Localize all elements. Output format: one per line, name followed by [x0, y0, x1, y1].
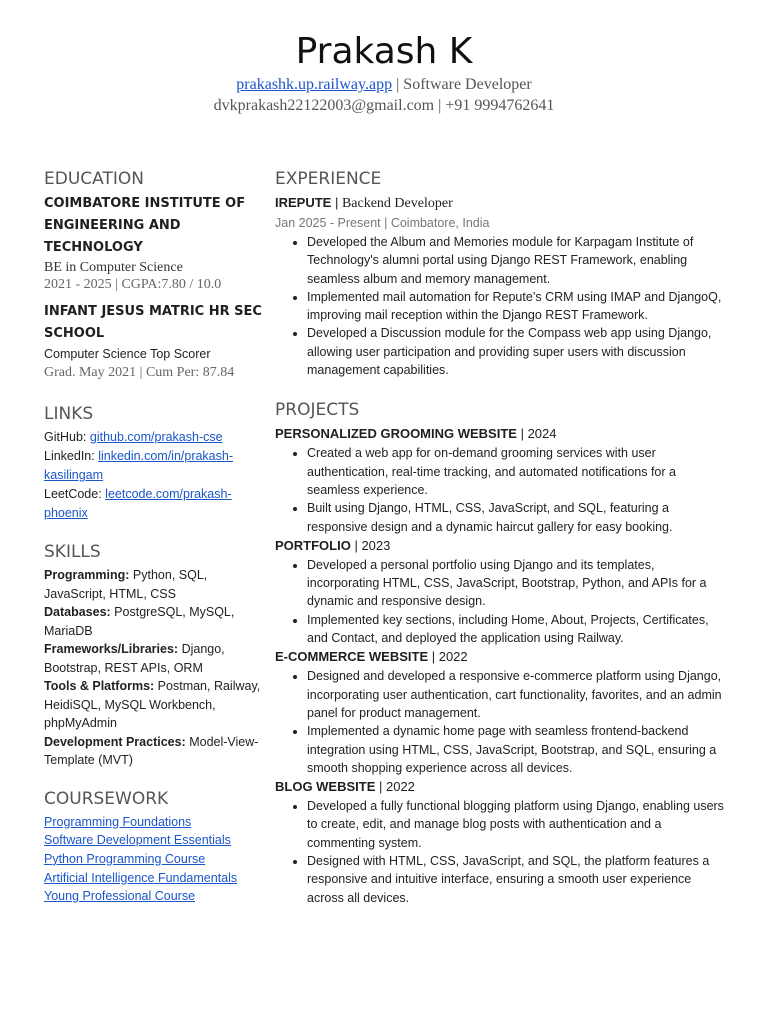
project-year: | 2023 [350, 537, 391, 553]
degree: BE in Computer Science [44, 260, 183, 275]
bullet: • Designed with HTML, CSS, JavaScript, and SQL, the platform features a responsive and intuitive interface, ensuring a smooth user experience across all devices. [307, 852, 730, 907]
experience-bullets [275, 233, 730, 379]
email: dvkprakash22122003@gmail.com [213, 97, 435, 114]
contact-line-1 [0, 74, 768, 95]
experience-heading: EXPERIENCE [275, 169, 382, 189]
bullet: • Built using Django, HTML, CSS, JavaScript, and SQL, featuring a responsive design and a dynamic haircut gallery for easy booking. [307, 499, 730, 536]
project-year: | 2022 [375, 779, 415, 795]
project-year: | 2024 [516, 426, 557, 442]
education-entry [44, 301, 264, 381]
school-name: ENGINEERING AND [44, 218, 181, 233]
linkedin-link[interactable]: kasilingam [44, 468, 104, 482]
bullet: • Created a web app for on-demand grooming services with user authentication, real-time tracking, and automated notifications for a seamless experience. [307, 444, 730, 499]
degree: Computer Science Top Scorer [44, 347, 211, 361]
skill-label: Frameworks/Libraries: [44, 642, 179, 656]
project-entry [275, 647, 730, 777]
skill-item [44, 733, 264, 770]
left-column [44, 168, 264, 906]
separator: | [438, 97, 442, 114]
course-link[interactable]: Python Programming Course [44, 851, 206, 866]
skill-value: Python, SQL, JavaScript, HTML, CSS [44, 568, 208, 601]
skill-value: Postman, Railway, HeidiSQL, MySQL Workbench, phpMyAdmin [44, 679, 261, 730]
project-year: | 2022 [428, 649, 468, 665]
experience-meta: Jan 2025 - Present | Coimbatore, India [275, 216, 490, 230]
right-column [275, 168, 730, 907]
skill-label: Development Practices: [44, 734, 186, 749]
github-line [44, 428, 264, 447]
project-title [275, 424, 730, 444]
project-entry [275, 536, 730, 647]
separator: | [331, 195, 342, 210]
skill-item [44, 566, 264, 603]
project-name: PORTFOLIO [275, 537, 351, 553]
linkedin-line [44, 447, 264, 466]
resume-header [0, 30, 768, 116]
bullet: • Developed the Album and Memories module for Karpagam Institute of Technology's alumni portal using Django REST Framework, enabling seamless album and memory management. [307, 233, 730, 288]
bullet: • Developed a Discussion module for the Compass web app using Django, allowing user participation and providing super users with discussion management capabilities. [307, 324, 730, 379]
skill-value: Django, Bootstrap, REST APIs, ORM [44, 642, 225, 675]
course-link[interactable]: Software Development Essentials [44, 833, 231, 848]
bullet: • Implemented key sections, including Home, About, Projects, Certificates, and Contact, and deployed the application using Railway. [307, 611, 730, 648]
linkedin-line-cont [44, 466, 264, 485]
course-link[interactable]: Young Professional Course [44, 889, 196, 904]
school-name: INFANT JESUS MATRIC HR SEC [44, 304, 262, 319]
bullet: • Developed a personal portfolio using Django and its templates, incorporating HTML, CSS, JavaScript, Bootstrap, Python, and APIs for a dynamic and responsive design. [307, 556, 730, 611]
phone: +91 9994762641 [445, 97, 555, 114]
skill-item [44, 640, 264, 677]
company-name: IREPUTE [275, 195, 332, 210]
leetcode-line [44, 485, 264, 504]
skill-label: Tools & Platforms: [44, 679, 155, 693]
project-title [275, 536, 730, 556]
bullet: • Implemented a dynamic home page with seamless frontend-backend integration using HTML, CSS, JavaScript, Bootstrap, and SQL, ensuring a smooth shopping experience across all devices. [307, 722, 730, 777]
skill-item [44, 677, 264, 733]
skill-item [44, 603, 264, 640]
course-link[interactable]: Artificial Intelligence Fundamentals [44, 870, 238, 885]
skill-label: Programming: [44, 568, 130, 582]
bullet: • Designed and developed a responsive e-commerce platform using Django, incorporating user authentication, cart functionality, favorites, and an admin panel for product management. [307, 667, 730, 722]
school-name: COIMBATORE INSTITUTE OF [44, 196, 246, 211]
project-entry [275, 777, 730, 907]
leetcode-label: LeetCode: [44, 487, 102, 501]
contact-line-2 [0, 95, 768, 116]
project-name: PERSONALIZED GROOMING WEBSITE [275, 426, 517, 442]
leetcode-link[interactable]: leetcode.com/prakash- [105, 487, 232, 501]
github-link[interactable]: github.com/prakash-cse [89, 430, 223, 444]
education-details: Grad. May 2021 | Cum Per: 87.84 [44, 365, 235, 380]
project-title [275, 777, 730, 797]
project-title [275, 647, 730, 667]
course-link[interactable]: Programming Foundations [44, 814, 192, 829]
projects-heading: PROJECTS [275, 400, 360, 421]
role: Backend Developer [341, 196, 453, 211]
skill-value: Model-View-Template (MVT) [44, 734, 259, 767]
leetcode-link[interactable]: phoenix [44, 506, 88, 520]
skill-value: PostgreSQL, MySQL, MariaDB [44, 605, 235, 638]
linkedin-link[interactable]: linkedin.com/in/prakash- [98, 449, 234, 463]
project-name: BLOG WEBSITE [275, 779, 376, 795]
candidate-name: Prakash K [295, 31, 473, 72]
links-heading: LINKS [44, 404, 94, 424]
separator: | [396, 76, 400, 93]
project-entry [275, 424, 730, 535]
coursework-heading: COURSEWORK [44, 788, 169, 809]
website-link[interactable]: prakashk.up.railway.app [236, 76, 393, 93]
bullet: • Implemented mail automation for Repute’s CRM using IMAP and DjangoQ, improving mail reception within the Django REST Framework. [307, 288, 730, 325]
skills-heading: SKILLS [44, 542, 101, 562]
github-label: GitHub: [44, 430, 87, 444]
leetcode-line-cont [44, 504, 264, 523]
project-name: E-COMMERCE WEBSITE [275, 649, 429, 665]
skill-label: Databases: [44, 605, 111, 619]
education-entry [44, 193, 264, 293]
school-name: SCHOOL [44, 326, 105, 341]
job-title: Software Developer [403, 76, 532, 93]
education-heading: EDUCATION [44, 169, 144, 189]
linkedin-label: LinkedIn: [44, 449, 95, 463]
bullet: • Developed a fully functional blogging platform using Django, enabling users to create, edit, and manage blog posts with authentication and a commenting system. [307, 797, 730, 852]
school-name: TECHNOLOGY [44, 240, 143, 255]
experience-title [275, 193, 730, 214]
education-details: 2021 - 2025 | CGPA:7.80 / 10.0 [44, 277, 222, 292]
